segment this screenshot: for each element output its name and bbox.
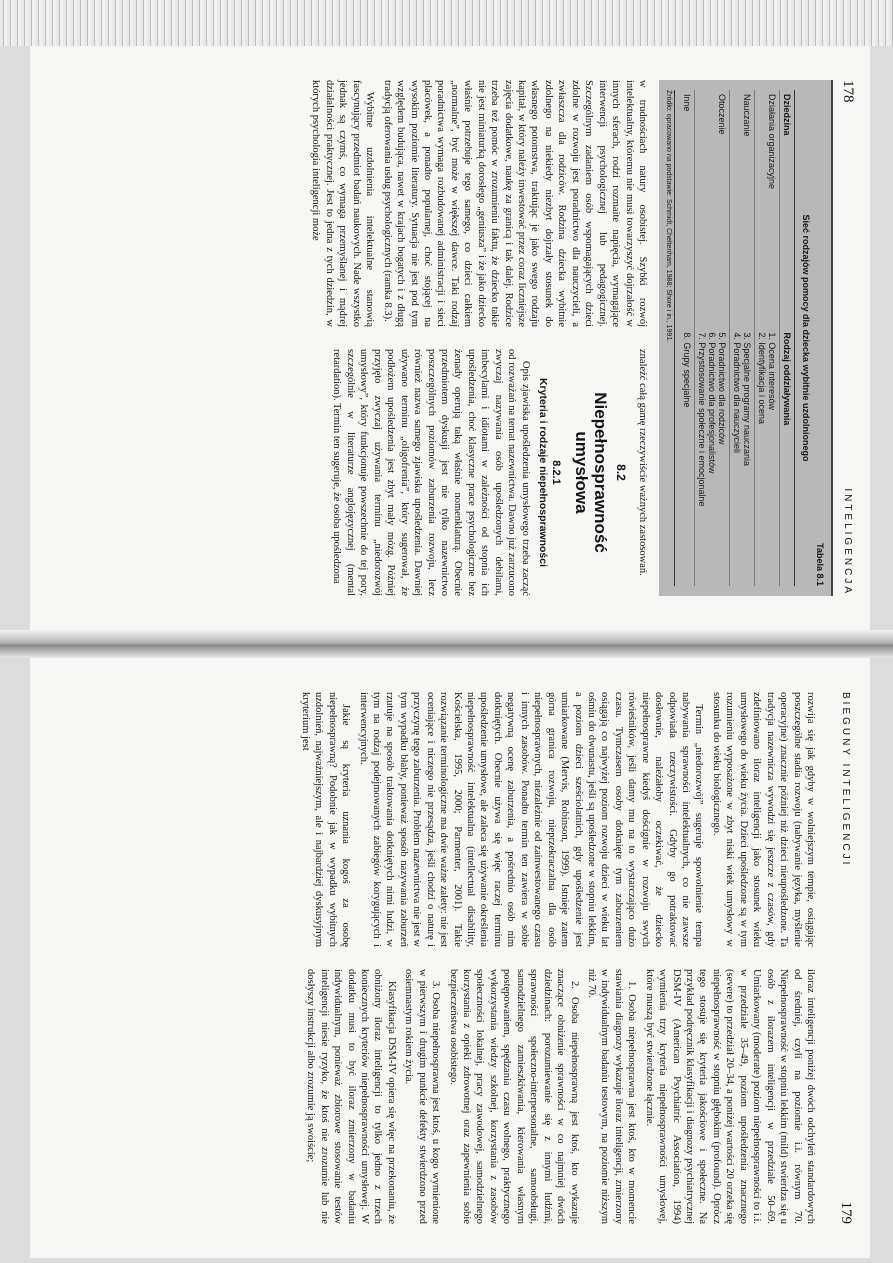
text-column-left [294, 692, 817, 947]
text-columns [305, 80, 649, 596]
section-title: Niepełnosprawność umysłowa [571, 392, 611, 553]
table-cell-items [755, 328, 779, 586]
page-number: 178 [840, 80, 856, 103]
table-item: 2. Identyfikacja i ocena [757, 332, 767, 424]
table-header-area: Dziedzina [782, 94, 792, 136]
paragraph: 3. Osoba niepełnosprawna jest ktoś, u kogo wymienione w pierwszym i drugim punkcie defekty stwierdzono przed osiemnastym rokiem życia. [403, 969, 442, 1224]
paragraph: Termin „niedorozwój” sugeruje spowolnienie tempa nabywania sprawności intelektualnych, co nie zawsze odpowiada rzeczywistości. Gdyby go potraktować dosłownie, należałoby oczekiwać, że dziecko niepełnosprawne kiedyś doścignie w rozwoju swych rówieśników, jeśli damy mu na to wystarczająco dużo czasu. Tymczasem osoby dotknięte tym zaburzeniem osiągają co najwyżej poziom rozwoju dzieci w wieku lat ośmiu do dwunastu, jeśli są upośledzone w stopniu lekkim, a poziom dzieci sześciolatnich, gdy upośledzenie jest umiarkowane (Mervis, Robinson, 1999). Istnieje zatem górna granica rozwoju, nieprzekraczalna dla osób niepełnosprawnych, niezależnie od zainwestowanego czasu i innych zasobów. Ponadto termin ten zawiera w sobie negatywną ocenę zaburzenia, a pośrednio osób nim dotkniętych. Obecnie używa się więc raczej terminu upośledzenie umysłowe, ale zaleca się używanie określenia niepełnosprawność intelektualna (intellectual disability, Kościelska, 1995, 2000; Parmenter, 2001). Takie rozwiązanie terminologiczne ma dwie ważne zalety: nie jest oceniające i niczego nie przesądza, jeśli chodzi o naturę i przyczynę tego zaburzenia. Problem nazewnictwa nie jest w tym wypadku błahy, ponieważ sposób nazywania zaburzeń rzutuje na sposób traktowania dotkniętych nimi ludzi, w tym na rodzaj podejmowanych zabiegów korygujących i interwencyjnych. [357, 692, 705, 947]
table-item: 7. Przystosowanie społeczne i emocjonalne [697, 332, 707, 507]
table-cell-items [680, 328, 694, 586]
table-source: Źródło: opracowano na podstawie: Schmidt, Cheltenham, 1988; Shore i in., 1991. [665, 90, 675, 586]
table-item: 1. Ocena interesów [767, 332, 777, 410]
table-item: 8. Grupy specjalne [682, 332, 692, 408]
running-title: INTELIGENCJA [842, 488, 853, 596]
table-cell-items [730, 328, 754, 586]
table-item: 6. Poradnictwo dla profesjonalistów [707, 332, 717, 474]
text-column-right [305, 349, 649, 596]
subsection-number: 8.2.1 [550, 460, 563, 485]
table-cell-area: Działania organizacyjne [767, 94, 777, 190]
section-number: 8.2 [613, 464, 628, 481]
text-column-left [305, 80, 649, 327]
table-header-row [780, 90, 795, 586]
page-179 [30, 658, 870, 1258]
text-columns [294, 692, 817, 1224]
text-column-right [294, 969, 817, 1224]
table-header-type: Rodzaj oddziaływania [782, 332, 792, 426]
running-head [833, 46, 870, 630]
table-row [680, 90, 695, 586]
paragraph: Jakie są kryteria uznania kogoś za osobę niepełnosprawną? Podobnie jak w wypadku wybitnych uzdolnień, najważniejszym, ale i najbardziej dyskusyjnym kryterium jest [299, 692, 352, 947]
page-179-content [30, 658, 870, 1258]
paragraph: Wybitne uzdolnienia intelektualne stanowią fascynujący przedmiot badań naukowych. Nade wszystko jednak są czymś, co wymaga przemyślanej i mądrej działalności praktycznej. Jest to jedna z tych dziedzin, w których psychologia inteligencji może [310, 80, 376, 327]
table-label: Tabela 8.1 [815, 543, 825, 586]
page-number: 179 [838, 1201, 854, 1224]
page-178-content [30, 46, 870, 630]
table-cell-items [695, 328, 729, 586]
table-row [695, 90, 730, 586]
table-cell-area: Inne [682, 94, 692, 112]
table-item: 3. Specjalne programy nauczania [742, 332, 752, 466]
subsection-title: Kryteria i rodzaje niepełnosprawności [537, 377, 550, 568]
paragraph: iloraz inteligencji poniżej dwóch odchyleń standardowych od średniej, czyli na poziomie i.i. równym 70. Niepełnosprawność w stopniu lekkim (mild) stwierdza się u osób z ilorazem inteligencji w przedziale 50–69. Umiarkowany (moderate) poziom niepełnosprawności to i.i. w przedziale 35–49, poziom upośledzenia znacznego (severe) to przedział 20–34, a poniżej wartości 20 orzeka się niepełnosprawność w stopniu głębokim (profound). Oprócz tego stosuje się kryteria jakościowe i społeczne. Na przykład podręcznik klasyfikacji i diagnozy psychiatrycznej DSM-IV (American Psychiatric Association, 1994) wymienia trzy kryteria niepełnosprawności umysłowej, które muszą być stwierdzone łącznie. [643, 969, 816, 1224]
paragraph: Opis zjawiska upośledzenia umysłowego trzeba zacząć od rozważań na temat nazewnictwa. Dawno już zarzucono zwyczaj nazywania osób upośledzonych debilami, imbecylami i idiotami w zależności od stopnia ich upośledzenia, choć klasyczne prace psychologiczne bez żenady operują taką właśnie nomenklaturą. Obecnie przedmiotem dyskusji jest nie tylko nazewnictwo poszczególnych poziomów zaburzenia rozwoju, lecz również nazwa samego zjawiska upośledzenia. Dawniej używano terminu „oligofrenia”, który sugerował, że podłożem upośledzenia jest zbyt mały mózg. Później przyjęto zwyczaj używania terminu „niedorozwój umysłowy”, który funkcjonuje powszechnie do tej pory, szczególnie w literaturze anglojęzycznej (mental retardation). Termin ten sugeruje, że osoba upośledzona [331, 349, 531, 596]
scan-edge-top [0, 0, 893, 46]
table-row [730, 90, 755, 586]
paragraph: 1. Osoba niepełnosprawna jest ktoś, kto w momencie stawiania diagnozy wykazuje iloraz inteligencji, zmierzony w indywidualnym badaniu testowym, na poziomie niższym niż 70. [586, 969, 638, 1224]
paragraph: znaleźć całą gamę rzeczywiście ważnych zastosowań. [637, 349, 648, 576]
paragraph: 2. Osoba niepełnosprawną jest ktoś, kto wykazuje znaczące obniżenie sprawności w co najmniej dwóch dziedzinach: porozumiewanie się z innymi ludźmi, sprawności społeczno-interpersonalne, samoobsługi, samodzielnego zamieszkiwania, kierowania własnym postępowaniem, spędzania czasu wolnego, praktycznego wykorzystania wiedzy szkolnej, korzystania z zasobów społeczności lokalnej, pracy zawodowej, samodzielnego korzystania z opieki zdrowotnej oraz zapewnienia sobie bezpieczeństwa osobistego. [447, 969, 580, 1224]
running-title: BIEGUNY INTELIGENCJI [840, 692, 851, 868]
table-cell-area: Otoczenie [717, 94, 727, 135]
paragraph: Klasyfikacja DSM-IV opiera się więc na przekonaniu, że obniżony iloraz inteligencji to tylko jedno z trzech koniecznych kryteriów niepełnosprawności umysłowej. W dodatku musi to być iloraz zmierzony w badaniu indywidualnym, ponieważ zbiorowe stosowanie testów inteligencji niesie ryzyko, że ktoś nie zrozumie lub nie dosłyszy instrukcji albo zrozumie ją swoiście; [305, 969, 397, 1224]
table-row [755, 90, 780, 586]
book-gutter [0, 630, 893, 658]
table-cell-area: Nauczanie [742, 94, 752, 137]
table-caption: Sieć rodzajów pomocy dla dziecka wybitnie uzdolnionego [801, 214, 811, 462]
page-178 [30, 46, 870, 630]
running-head [831, 658, 870, 1258]
table-8-1 [659, 80, 833, 596]
table-item: 4. Poradnictwo dla nauczycieli [732, 332, 742, 453]
paragraph: w trudnościach natury osobistej. Szybki rozwój intelektualny, któremu nie musi towarzyszyć dojrzałość w innych sferach, rodzi rozmaite napięcia, wymagające interwencji psychologicznej lub pedagogicznej. Szczególnym zadaniem osób wspomagających dzieci zdolne w rozwoju jest poradnictwo dla nauczycieli, a zwłaszcza dla rodziców. Rodzina dziecka wybitnie zdolnego na niekiedy niezbyt dojrzały stosunek do własnego potomstwa, traktując je jako swego rodzaju kapitał, w który należy inwestować przez coraz liczniejsze zajęcia dodatkowe, naukę za granicą i tak dalej. Rodzice trzeba też pomóc w zrozumieniu faktu, że dziecko takie nie jest miniaturką dorosłego „geniusza” i że jako dziecko właśnie potrzebuje tego samego, co dzieci całkiem „normalne”, być może w większej dawce. Taki rodzaj poradnictwa wymaga rozbudowanej administracji i sieci placówek, a ponadto popularnej, choć stojącej na wysokim poziomie literatury. Sytuacja nie jest pod tym względem budująca, nawet w krajach bogatych i z długą tradycją oferowania usług psychologicznych (ramka 8.3). [381, 80, 648, 327]
table-item: 5. Poradnictwo dla rodziców [717, 332, 727, 445]
paragraph: rozwija się jak gdyby w wolniejszym tempie, osiągając poszczególne stadia rozwoju (nabywanie języka, myślenie operacyjne) znacznie później niż dzieci nieupośledzone. Ta tradycja nazewnicza wywodzi się jeszcze z czasów, gdy zdefiniowano iloraz inteligencji jako stosunek wieku umysłowego do wieku życia. Dzieci upośledzone są w tym rozumieniu wyposażone w zbyt niski wiek umysłowy w stosunku do wieku biologicznego. [710, 692, 816, 947]
